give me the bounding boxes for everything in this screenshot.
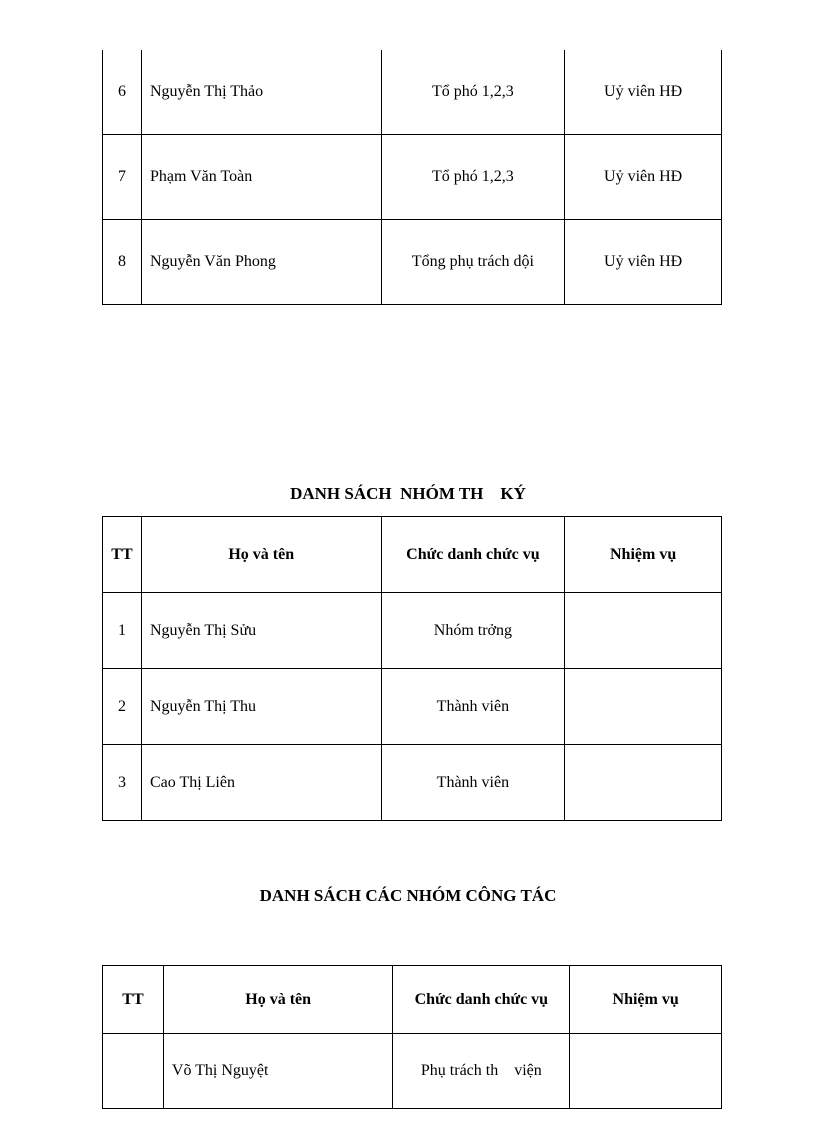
duty-cell: Uỷ viên HĐ [565,135,722,220]
position-cell: Tổng phụ trách dội [381,220,565,305]
tt-cell [103,1034,164,1109]
table-row [103,1034,722,1109]
header-tt: TT [103,966,164,1034]
tt-cell: 6 [103,50,142,135]
duty-cell [565,593,722,669]
position-cell: Thành viên [381,745,565,821]
duty-cell [570,1034,722,1109]
name-cell: Nguyễn Thị Thảo [141,50,381,135]
header-tt: TT [103,517,142,593]
position-cell: Phụ trách th viện [393,1034,570,1109]
table-row [103,669,722,745]
duty-cell: Uỷ viên HĐ [565,50,722,135]
table-row [103,745,722,821]
name-cell: Phạm Văn Toàn [141,135,381,220]
work-groups-title: DANH SÁCH CÁC NHÓM CÔNG TÁC [259,886,557,905]
name-cell: Cao Thị Liên [141,745,381,821]
header-row [103,517,722,593]
table-row [103,50,722,135]
secretary-group-table [102,516,722,821]
duty-cell [565,745,722,821]
name-cell: Nguyễn Thị Thu [141,669,381,745]
header-name: Họ và tên [163,966,393,1034]
header-name: Họ và tên [141,517,381,593]
header-row [103,966,722,1034]
table-row [103,135,722,220]
header-position: Chức danh chức vụ [381,517,565,593]
tt-cell: 3 [103,745,142,821]
position-cell: Tổ phó 1,2,3 [381,50,565,135]
position-cell: Thành viên [381,669,565,745]
header-duty: Nhiệm vụ [570,966,722,1034]
tt-cell: 1 [103,593,142,669]
tt-cell: 8 [103,220,142,305]
name-cell: Nguyễn Văn Phong [141,220,381,305]
position-cell: Nhóm trởng [381,593,565,669]
name-cell: Nguyễn Thị Sửu [141,593,381,669]
table-row [103,593,722,669]
header-position: Chức danh chức vụ [393,966,570,1034]
work-groups-table [102,965,722,1109]
committee-table [102,50,722,305]
table-row [103,220,722,305]
secretary-group-title: DANH SÁCH NHÓM TH KÝ [290,484,526,503]
header-duty: Nhiệm vụ [565,517,722,593]
position-cell: Tổ phó 1,2,3 [381,135,565,220]
name-cell: Võ Thị Nguyệt [163,1034,393,1109]
tt-cell: 2 [103,669,142,745]
tt-cell: 7 [103,135,142,220]
duty-cell: Uỷ viên HĐ [565,220,722,305]
duty-cell [565,669,722,745]
